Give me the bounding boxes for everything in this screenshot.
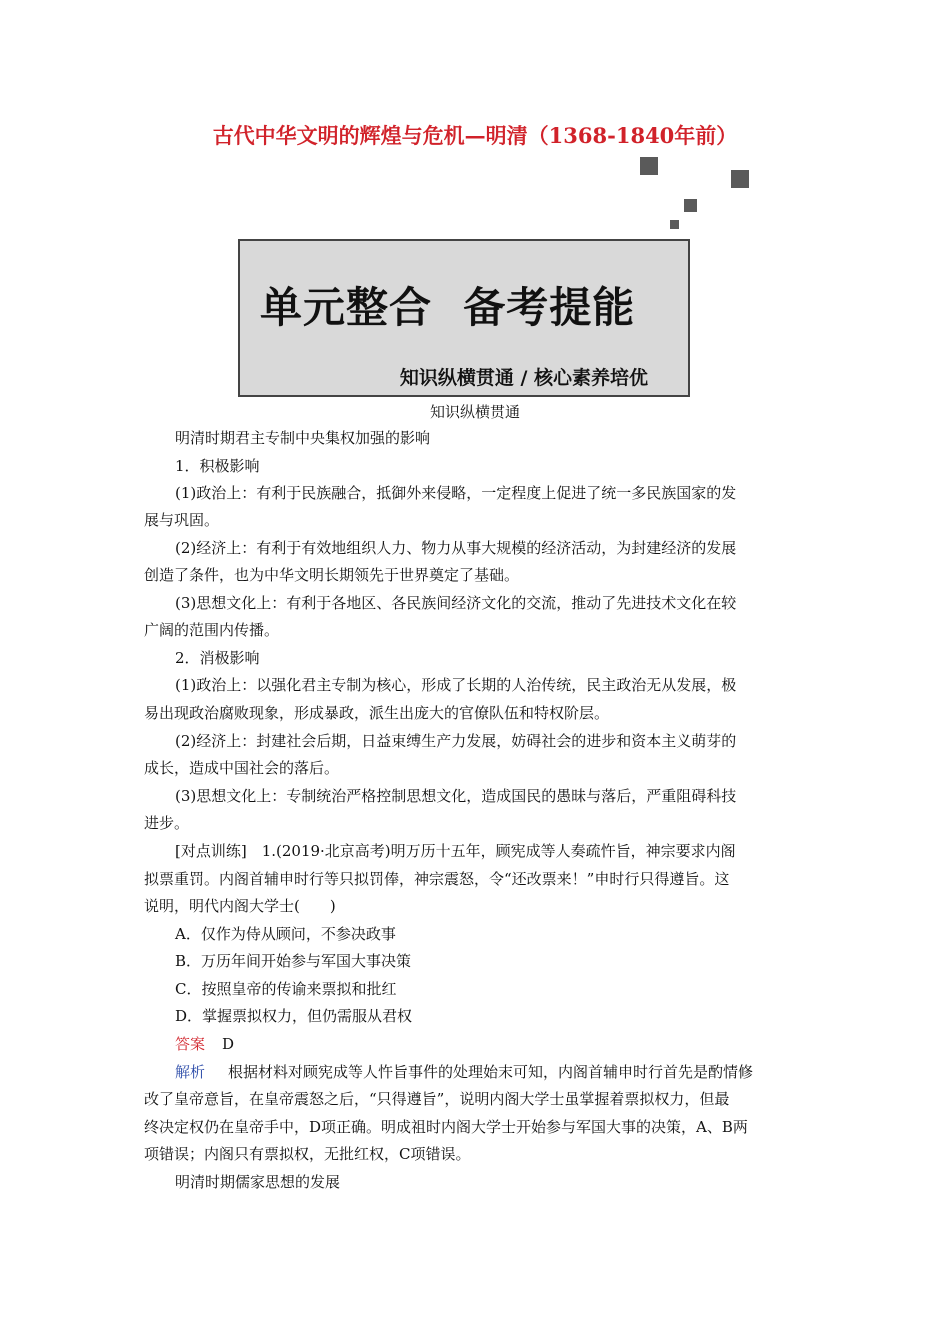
paragraph-line: (3)思想文化上：专制统治严格控制思想文化，造成国民的愚昧与落后，严重阻碍科技 <box>175 787 737 805</box>
analysis-line: 改了皇帝意旨，在皇帝震怒之后，“只得遵旨”，说明内阁大学士虽掌握着票拟权力，但最 <box>144 1090 730 1108</box>
answer-label: 答案 <box>175 1035 206 1053</box>
paragraph-line: 成长，造成中国社会的落后。 <box>144 759 340 777</box>
option-d: D．掌握票拟权力，但仍需服从君权 <box>175 1007 413 1025</box>
section-banner <box>238 239 690 397</box>
topic-heading: 明清时期儒家思想的发展 <box>175 1173 341 1191</box>
decor-square <box>640 157 658 175</box>
analysis-line: 终决定权仍在皇帝手中，D项正确。明成祖时内阁大学士开始参与军国大事的决策，A、B两 <box>144 1118 748 1136</box>
paragraph-line: 易出现政治腐败现象，形成暴政，派生出庞大的官僚队伍和特权阶层。 <box>144 704 610 722</box>
paragraph-line: 创造了条件，也为中华文明长期领先于世界奠定了基础。 <box>144 566 520 584</box>
decor-square <box>670 220 679 229</box>
paragraph-line: (2)经济上：有利于有效地组织人力、物力从事大规模的经济活动，为封建经济的发展 <box>175 539 737 557</box>
answer-value: D <box>222 1035 235 1053</box>
paragraph-line: 进步。 <box>144 814 190 832</box>
decor-square <box>731 170 749 188</box>
decor-square <box>684 199 697 212</box>
paragraph-line: (1)政治上：以强化君主专制为核心，形成了长期的人治传统，民主政治无从发展，极 <box>175 676 737 694</box>
paragraph-line: (2)经济上：封建社会后期，日益束缚生产力发展，妨碍社会的进步和资本主义萌芽的 <box>175 732 737 750</box>
option-c: C．按照皇帝的传谕来票拟和批红 <box>175 980 397 998</box>
subheading: 2．消极影响 <box>175 649 260 667</box>
paragraph-line: (3)思想文化上：有利于各地区、各民族间经济文化的交流，推动了先进技术文化在较 <box>175 594 737 612</box>
question-line: [对点训练] 1.(2019·北京高考)明万历十五年，顾宪成等人奏疏忤旨，神宗要求内阁 <box>175 842 736 860</box>
paragraph-line: 展与巩固。 <box>144 511 220 529</box>
analysis-label: 解析 <box>175 1063 206 1081</box>
analysis-line: 根据材料对顾宪成等人忤旨事件的处理始末可知，内阁首辅申时行首先是酌情修 <box>228 1063 754 1081</box>
option-b: B．万历年间开始参与军国大事决策 <box>175 952 412 970</box>
question-line: 说明，明代内阁大学士( ) <box>144 897 336 915</box>
page-title: 古代中华文明的辉煌与危机—明清（1368-1840年前） <box>212 123 738 148</box>
option-a: A．仅作为侍从顾问，不参决政事 <box>175 925 396 943</box>
paragraph-line: (1)政治上：有利于民族融合，抵御外来侵略，一定程度上促进了统一多民族国家的发 <box>175 484 737 502</box>
paragraph-line: 广阔的范围内传播。 <box>144 621 280 639</box>
topic-heading: 明清时期君主专制中央集权加强的影响 <box>175 429 431 447</box>
banner-subtitle: 知识纵横贯通 / 核心素养培优 <box>399 367 648 389</box>
question-line: 拟票重罚。内阁首辅申时行等只拟罚俸，神宗震怒，令“还改票来！”申时行只得遵旨。这 <box>144 870 730 888</box>
subheading: 1．积极影响 <box>175 457 260 475</box>
analysis-line: 项错误；内阁只有票拟权，无批红权，C项错误。 <box>144 1145 471 1163</box>
section-heading: 知识纵横贯通 <box>429 403 520 421</box>
banner-title: 单元整合 备考提能 <box>260 283 636 332</box>
